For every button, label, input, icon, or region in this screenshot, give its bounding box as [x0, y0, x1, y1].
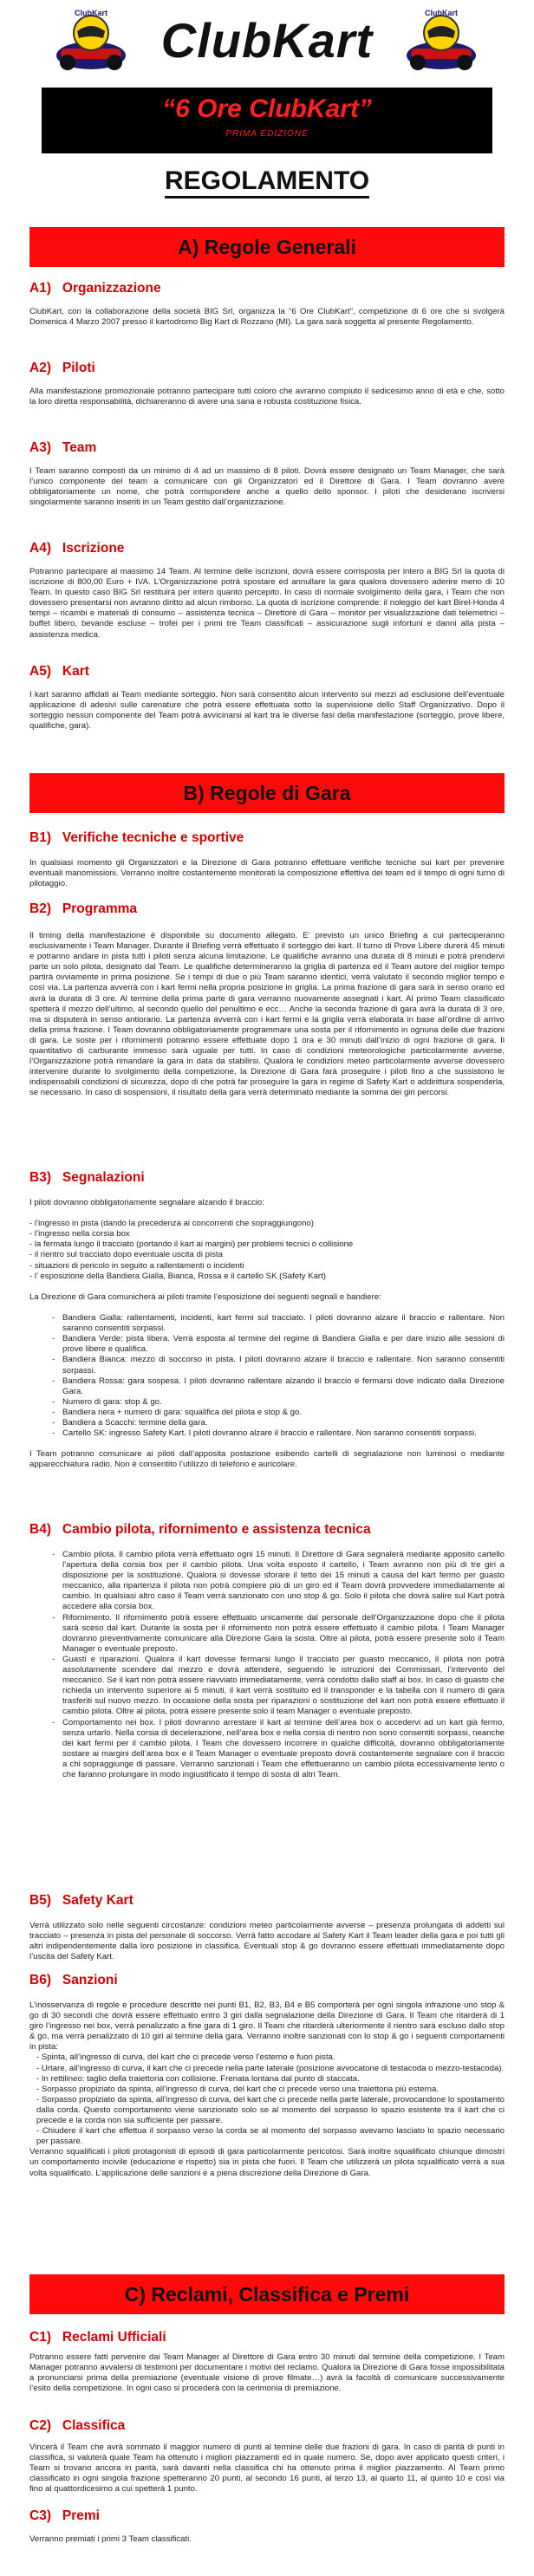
- list-item: - Comportamento nei box. I piloti dovranno arrestare il kart al termine dell’area box o accedervi ad un kart già fermo, senza urtarlo. Nella corsia di decelerazione, nell’area box e nella corsia di rientro non sono consentiti sorpassi, neanche dei kart fermi per il cambio pilota. I Team che dovessero incorrere in qualche difficoltà, dovranno obbligatoriamente sostare ai margini dell’area box e il Team Manager o eventuale preposto dovrà costantemente segnalare con il braccio a chi sopraggiunge di passare. Verranno sanzionati i Team che effettueranno un cambio pilota eccessivamente lento o che faranno prolungare in modo ingiustificato il tempo di sosta di altri Team.: [62, 1718, 505, 1781]
- subsection-a2-text: Alla manifestazione promozionale potranno partecipare tutti coloro che avranno compiuto il sedicesimo anno di età e che, sotto la loro diretta responsabilità, dichiareranno di avere una sana e robusta costituzione fisica.: [29, 387, 505, 407]
- subsection-a5-heading: A5) Kart: [29, 664, 89, 679]
- list-item: - l’ingresso in pista (dando la precedenza ai concorrenti che sopraggiungono): [29, 1219, 314, 1229]
- subsection-a1-text: ClubKart, con la collaborazione della società BIG Srl, organizza la “6 Ore ClubKart”, competizione di 6 ore che si svolgerà Domenica 4 Marzo 2007 presso il kartodromo Big Kart di Rozzano (MI). La gara sarà soggetta al presente Regolamento.: [29, 307, 505, 328]
- sanctions-outro: Verranno squalificati i piloti protagonisti di episodi di gara particolarmente pericolosi. Sarà inoltre squalificato chiunque dimostri un comportamento incivile (educazione e rispetto) sia in pista che fuori. Il Team che utilizzerà un pilota squalificato verrà a sua volta squalificato. L’applicazione delle sanzioni è a piena discrezione della Direzione di Gara.: [29, 2147, 505, 2178]
- subsection-c2-text: Vincerà il Team che avrà sommato il maggior numero di punti al termine delle due frazioni di gara. In caso di parità di punti in classifica, si valuterà quale Team ha ottenuto i migliori piazzamenti ed in quale numero. Se, dopo aver applicato questi criteri, i Team si trovano ancora in parità, sarà davanti nella classifica chi ha ottenuto prima il miglior piazzamento. Al Team primo classificato in ogni singola frazione spetteranno 20 punti, al secondo 16 punti, al terzo 13, al quarto 11, al quinto 10 e così via fino al quattordicesimo a cui spetterà 1 punto.: [29, 2443, 505, 2495]
- event-title: “6 Ore ClubKart”: [162, 94, 372, 123]
- list-item: - Bandiera Rossa: gara sospesa. I piloti dovranno rallentare alzando il braccio e fermarsi dove indicato dalla Direzione Gara.: [62, 1376, 505, 1397]
- subsection-a4-text: Potranno partecipare al massimo 14 Team. Al termine delle iscrizioni, dovrà essere corrisposta per intero a BIG Srl la quota di iscrizione di 800,00 Euro + IVA. L’Organizzazione potrà spostare ed annullare la gara qualora dovessero aderire meno di 10 Team. In questo caso BIG Srl restituirà per intero quanto percepito. In caso di normale svolgimento della gara, i Team che non dovessero presentarsi non avranno diritto ad alcun rimborso. La quota di iscrizione comprende: il noleggio del kart Birel-Honda 4 tempi – ricambi e materiali di consumo – assistenza tecnica – Direttore di Gara – monitor per visualizzazione dati telemetrici – buffet libero, bevande escluse – trofei per i primi tre Team classificati – assicurazione sugli infortuni e danni alla pista – assistenza medica.: [29, 567, 505, 640]
- subsection-a1-heading: A1) Organizzazione: [29, 281, 161, 296]
- list-item: - Spinta, all’ingresso di curva, del kart che ci precede verso l’esterno e fuori pista.: [36, 2052, 335, 2063]
- subsection-c2-heading: C2) Classifica: [29, 2418, 126, 2433]
- subsection-a3-heading: A3) Team: [29, 440, 97, 455]
- list-item: - Guasti e riparazioni. Qualora il kart dovesse fermarsi lungo il tracciato per guasto meccanico, il pilota non potrà assolutamente scendere dal mezzo e dovrà attendere, seguendo le istruzioni dei Commissari, l’intervento del meccanico. Se il kart non potrà essere riavviato immediatamente, verrà condotto dallo staff ai box. In caso di guasto che richieda un intervento superiore ai 5 minuti, il kart verrà sostituito ed il transponder e la tabella con il numero di gara trasferiti sul nuovo mezzo. In occasione della sosta per riparazioni o sostituzione del kart non potrà essere effettuato il cambio pilota. Oltre al pilota, potrà essere presente solo il team Manager o eventuale preposto.: [62, 1655, 505, 1718]
- subsection-b4-body: [29, 1550, 505, 1780]
- section-b-header: B) Regole di Gara: [29, 773, 505, 813]
- list-item: - Sorpasso propiziato da spinta, all’ingresso di curva, del kart che ci precede verso una traiettoria più esterna.: [36, 2084, 439, 2094]
- list-item: - Bandiera nera + numero di gara: squalifica del pilota e stop & go.: [62, 1408, 505, 1418]
- list-item: - In rettilineo: taglio della traiettoria con collisione. Frenata lontana dal punto di staccata.: [36, 2073, 360, 2084]
- list-item: - l’ esposizione della Bandiera Gialla, Bianca, Rossa e il cartello SK (Safety Kart): [29, 1271, 326, 1281]
- event-subtitle: PRIMA EDIZIONE: [225, 129, 309, 139]
- list-item: - Bandiera a Scacchi: termine della gara.: [62, 1418, 505, 1428]
- list-item: - l’ingresso nella corsia box: [29, 1229, 130, 1239]
- list-item: - Rifornimento. Il rifornimento potrà essere effettuato unicamente dal personale dell’Organizzazione dopo che il pilota sarà sceso dal kart. Durante la sosta per il rifornimento non potrà essere effettuato il cambio pilota. I Team Manager dovranno preventivamente comunicare alla Direzione Gara la sosta. Oltre al pilota, potrà essere presente solo il Team Manager o eventuale preposto.: [62, 1613, 505, 1655]
- sanctions-intro: L’inosservanza di regole e procedure descritte nei punti B1, B2, B3, B4 e B5 comporterà per ogni singola infrazione uno stop & go di 30 secondi che dovrà essere effettuato entro 3 giri dalla segnalazione della Direzione di Gara. Il Team che ritarderà di 1 giro l’ingresso nei box, verrà penalizzato a fine gara di 1 giro. Il Team che ritarderà ulteriormente il rientro sarà escluso dallo stop & go, ma verrà penalizzato di 10 giri al termine della gara. Verranno inoltre sanzionati con lo stop & go i seguenti comportamenti in pista:: [29, 2000, 505, 2052]
- pit-rules-list: [29, 1550, 505, 1780]
- subsection-b5-text: Verrà utilizzato solo nelle seguenti circostanze: condizioni meteo particolarmente avverse – presenza prolungata di addetti sul tracciato – presenza in pista del personale di soccorso. Verrà fatto accodare al Safety Kart il Team leader della gara e poi tutti gli altri indipendentemente dalla loro posizione in classifica. Eventuali stop & go dovranno essere effettuati immediatamente dopo l’uscita del Safety Kart.: [29, 1921, 505, 1962]
- list-item: - il rientro sul tracciato dopo eventuale uscita di pista: [29, 1250, 223, 1260]
- subsection-b1-heading: B1) Verifiche tecniche e sportive: [29, 830, 244, 845]
- list-item: - Chiudere il kart che effettua il sorpasso verso la corda se al momento del sorpasso avevamo lasciato lo spazio necessario per passare.: [36, 2126, 505, 2147]
- subsection-b5-heading: B5) Safety Kart: [29, 1893, 134, 1908]
- list-item: - situazioni di pericolo in seguito a rallentamenti o incidenti: [29, 1260, 244, 1271]
- signals-list: [29, 1219, 505, 1282]
- list-item: - Bandiera Gialla: rallentamenti, incidenti, kart fermi sul tracciato. I piloti dovranno alzare il braccio e rallentare. Non saranno consentiti sorpassi.: [62, 1313, 505, 1334]
- subsection-b3-body: [29, 1198, 505, 1470]
- list-item: - Bandiera Bianca: mezzo di soccorso in pista. I piloti dovranno alzare il braccio e rallentare. Non saranno consentiti sorpassi.: [62, 1355, 505, 1376]
- list-item: - Cartello SK: ingresso Safety Kart. I piloti dovranno alzare il braccio e rallentare. Non saranno consentiti sorpassi.: [62, 1428, 505, 1439]
- list-item: - Bandiera Verde: pista libera. Verrà esposta al termine del regime di Bandiera Gialla e per dare inizio alle sessioni di prove libere e qualifica.: [62, 1334, 505, 1355]
- signals-intro: I piloti dovranno obbligatoriamente segnalare alzando il braccio:: [29, 1198, 264, 1207]
- list-item: - la fermata lungo il tracciato (portando il kart ai margini) per problemi tecnici o collisione: [29, 1239, 354, 1250]
- subsection-c3-heading: C3) Premi: [29, 2508, 100, 2523]
- list-item: - Urtare, all’ingresso di curva, il kart che ci precede nella parte laterale (posizione avvocatone di testacoda o mezzo-testacoda).: [36, 2063, 505, 2073]
- document-title-text: REGOLAMENTO: [165, 166, 369, 198]
- subsection-c1-heading: C1) Reclami Ufficiali: [29, 2330, 166, 2345]
- svg-text:ClubKart: ClubKart: [75, 9, 107, 17]
- svg-text:ClubKart: ClubKart: [425, 9, 458, 17]
- subsection-b6-heading: B6) Sanzioni: [29, 1973, 118, 1987]
- subsection-c1-text: Potranno essere fatti pervenire dai Team Manager al Direttore di Gara entro 30 minuti dal termine della competizione. I Team Manager potranno avvalersi di testimoni per documentare i motivi del reclamo. Qualora la Direzione di Gara fosse impossibilitata a pronunciarsi prima della premiazione (eventuale visione di prove filmate…) avrà la facoltà di comunicare successivamente l’esito della competizione. In ogni caso si procederà con la cerimonia di premiazione.: [29, 2352, 505, 2394]
- subsection-a3-text: I Team saranno composti da un minimo di 4 ad un massimo di 8 piloti. Dovrà essere designato un Team Manager, che sarà l’unico componente del team a comunicare con gli Organizzatori ed il Direttore di Gara. I Team dovranno avere obbligatoriamente un nome, che potrà corrispondere anche a quello dello sponsor. I piloti che desiderano iscriversi singolarmente saranno inseriti in un Team gestito dall’organizzazione.: [29, 466, 505, 508]
- event-banner: [42, 88, 492, 153]
- subsection-a2-heading: A2) Piloti: [29, 361, 95, 375]
- signals-outro: I Team potranno comunicare ai piloti dall’apposita postazione esibendo cartelli di segnalazione non luminosi o mediante apparecchiatura radio. Non è consentito l’utilizzo di telefono e auricolare.: [29, 1449, 505, 1470]
- subsection-b3-heading: B3) Segnalazioni: [29, 1170, 145, 1185]
- flags-list: [29, 1313, 505, 1439]
- subsection-b2-heading: B2) Programma: [29, 901, 138, 916]
- list-item: - Sorpasso propiziato da spinta, all’ingresso di curva, del kart che ci precede nella parte laterale, provocandone lo spostamento dalla corda. Questo comportamento viene sanzionato solo se al momento del sorpasso lo spazio esistente tra il kart che ci precede e la corda non sia sufficiente per passare.: [36, 2094, 505, 2126]
- brand-title: ClubKart: [160, 13, 374, 68]
- sanctions-list: [29, 2052, 505, 2147]
- subsection-a5-text: I kart saranno affidati ai Team mediante sorteggio. Non sarà consentito alcun intervento sui mezzi ad esclusione dell’eventuale applicazione di adesivi sulle carenature che potrà essere effettuata sotto la supervisione dello Staff Organizzativo. Dopo il sorteggio nessun componente del Team potrà avvicinarsi al kart tra le diverse fasi della manifestazione (sorteggio, prove libere, qualifiche, gara).: [29, 690, 505, 732]
- document-title: [0, 166, 534, 196]
- flags-intro: La Direzione di Gara comunicherà ai piloti tramite l’esposizione dei seguenti segnali e bandiere:: [29, 1291, 381, 1302]
- list-item: - Cambio pilota. Il cambio pilota verrà effettuato ogni 15 minuti. Il Direttore di Gara segnalerà mediante apposito cartello l’apertura della corsia box per il cambio pilota. Una volta esposto il cartello, i Team avranno non più di tre giri a disposizione per la sostituzione. Qualora si dovesse sforare il tetto dei 15 minuti a causa del kart fermo per guasto meccanico, alla ripartenza il pilota non potrà compiere più di un giro ed il Team dovrà provvedere immediatamente al cambio. In qualsiasi altro caso il Team verrà sanzionato con uno stop & go. Solo il pilota che dovrà salire sul Kart potrà accedere alla corsia box.: [62, 1550, 505, 1613]
- subsection-c3-text: Verranno premiati i primi 3 Team classificati.: [29, 2534, 192, 2544]
- subsection-b1-text: In qualsiasi momento gli Organizzatori e la Direzione di Gara potranno effettuare verifiche tecniche sui kart per prevenire eventuali manomissioni. Verranno inoltre costantemente monitorati la composizione effettiva dei team ed il tempo di ogni turno di pilotaggio.: [29, 858, 505, 889]
- subsection-a4-heading: A4) Iscrizione: [29, 541, 125, 556]
- subsection-b2-text: Il timing della manifestazione è disponibile su documento allegato. E’ previsto un unico Briefing a cui parteciperanno esclusivamente i Team Manager. Durante il Briefing verrà effettuato il sorteggio dei kart. Il turno di Prove Libere durerà 45 minuti e potranno andare in pista tutti i piloti senza alcuna limitazione. Le qualifiche avranno una durata di 8 minuti e potrà prendervi parte un solo pilota, designato dal Team. Le qualifiche determineranno la griglia di partenza ed il Team autore del miglior tempo partirà ovviamente in prima posizione. Se i tempi di due o più Team saranno identici, verrà valutato il secondo miglior tempo e così via. La partenza avverrà con i kart fermi nella propria posizione in griglia. La prima frazione di gara sarà in senso orario ed avrà la durata di 3 ore. Al termine della prima parte di gara verranno nuovamente assegnati i kart. Al primo Team classificato spetterà il mezzo dell’ultimo, al secondo quello del penultimo e ecc… Anche la seconda frazione di gara avrà la durata di 3 ore, ma si disputerà in senso antiorario. La partenza avverrà con i kart fermi e la griglia verrà elaborata in base all’ordine di arrivo della prima frazione. I Team dovranno obbligatoriamente programmare una sosta per il rifornimento in ognuna delle due frazioni di gara. Le soste per i rifornimenti potranno essere effettuate dopo 1 ora e 30 minuti dall’inizio di ogni frazione di gara. Il quantitativo di carburante immesso sarà uguale per tutti. In caso di condizioni meteorologiche particolarmente avverse, l’Organizzazione potrà rimandare la gara in data da stabilirsi. Qualora le condizioni meteo particolarmente avverse dovessero intervenire durante lo svolgimento della competizione, la Direzione di Gara farà proseguire i piloti fino a che sussistono le indispensabili condizioni di sicurezza, dopo di che potrà far proseguire la gara in regime di Safety Kart o addirittura sospenderla, se necessario. In caso di sospensioni, il risultato della gara verrà determinato mediante la somma dei giri percorsi.: [29, 931, 505, 1098]
- subsection-b4-heading: B4) Cambio pilota, rifornimento e assistenza tecnica: [29, 1522, 371, 1537]
- list-item: - Numero di gara: stop & go.: [62, 1397, 505, 1408]
- section-a-header: A) Regole Generali: [29, 227, 505, 267]
- kart-driver-icon: [404, 5, 479, 80]
- section-c-header: C) Reclami, Classifica e Premi: [29, 2274, 505, 2314]
- subsection-b6-body: [29, 2000, 505, 2179]
- header-logos: [0, 0, 534, 83]
